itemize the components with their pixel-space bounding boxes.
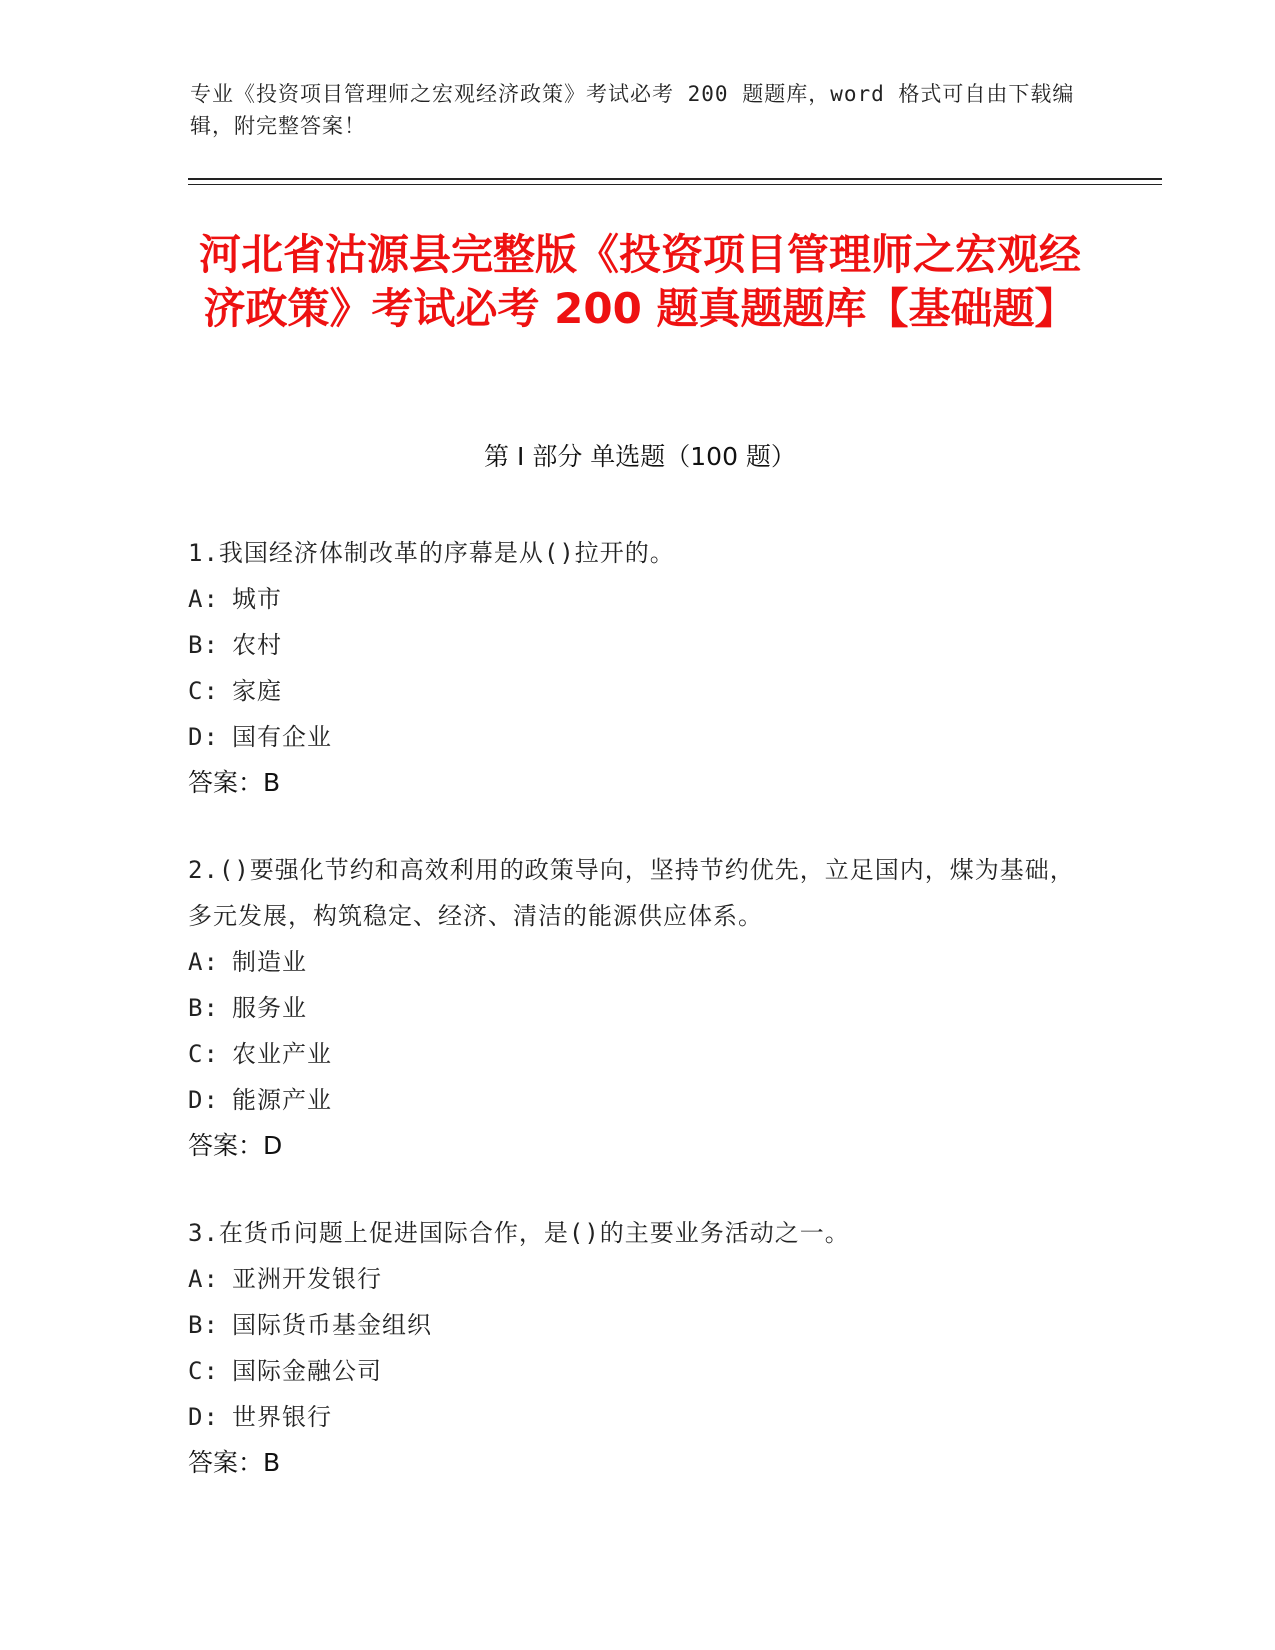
option-letter: A: [188,1265,219,1293]
option-a [188,939,1088,985]
question-2 [188,847,1088,1169]
option-letter: D: [188,1403,219,1431]
section-title: 第 I 部分 单选题（100 题） [484,442,796,471]
option-c [188,1348,1088,1394]
option-text: 服务业 [232,994,307,1022]
option-letter: C: [188,677,219,705]
option-letter: D: [188,723,219,751]
option-text: 城市 [232,585,282,613]
option-letter: D: [188,1086,219,1114]
option-letter: A: [188,585,219,613]
option-b [188,985,1088,1031]
header-divider-thick [188,178,1162,180]
option-c [188,668,1088,714]
option-letter: B: [188,631,219,659]
answer: 答案：B [188,1448,281,1477]
option-text: 世界银行 [232,1403,332,1431]
question-1 [188,530,1088,806]
option-b [188,622,1088,668]
main-title: 河北省沽源县完整版《投资项目管理师之宏观经济政策》考试必考 200 题真题题库【基础题】 [198,230,1081,333]
option-d [188,1077,1088,1123]
option-text: 农村 [232,631,282,659]
question-3 [188,1210,1088,1486]
option-letter: B: [188,1311,219,1339]
option-text: 家庭 [232,677,282,705]
option-text: 农业产业 [232,1040,332,1068]
question-list [188,530,1088,1527]
option-letter: C: [188,1357,219,1385]
answer: 答案：B [188,768,281,797]
option-c [188,1031,1088,1077]
question-text: 1.我国经济体制改革的序幕是从()拉开的。 [188,539,675,567]
option-letter: A: [188,948,219,976]
option-text: 亚洲开发银行 [232,1265,382,1293]
question-text: 2.()要强化节约和高效利用的政策导向，坚持节约优先，立足国内，煤为基础，多元发展，构筑稳定、经济、清洁的能源供应体系。 [188,856,1075,930]
option-text: 国际货币基金组织 [232,1311,432,1339]
header-note: 专业《投资项目管理师之宏观经济政策》考试必考 200 题题库，word 格式可自由下载编辑，附完整答案！ [190,82,1075,138]
option-d [188,1394,1088,1440]
header-divider-thin [188,184,1162,185]
option-text: 能源产业 [232,1086,332,1114]
answer: 答案：D [188,1131,283,1160]
option-d [188,714,1088,760]
option-b [188,1302,1088,1348]
option-text: 制造业 [232,948,307,976]
question-text: 3.在货币问题上促进国际合作，是()的主要业务活动之一。 [188,1219,850,1247]
option-a [188,1256,1088,1302]
option-letter: B: [188,994,219,1022]
option-a [188,576,1088,622]
option-letter: C: [188,1040,219,1068]
option-text: 国有企业 [232,723,332,751]
option-text: 国际金融公司 [232,1357,382,1385]
